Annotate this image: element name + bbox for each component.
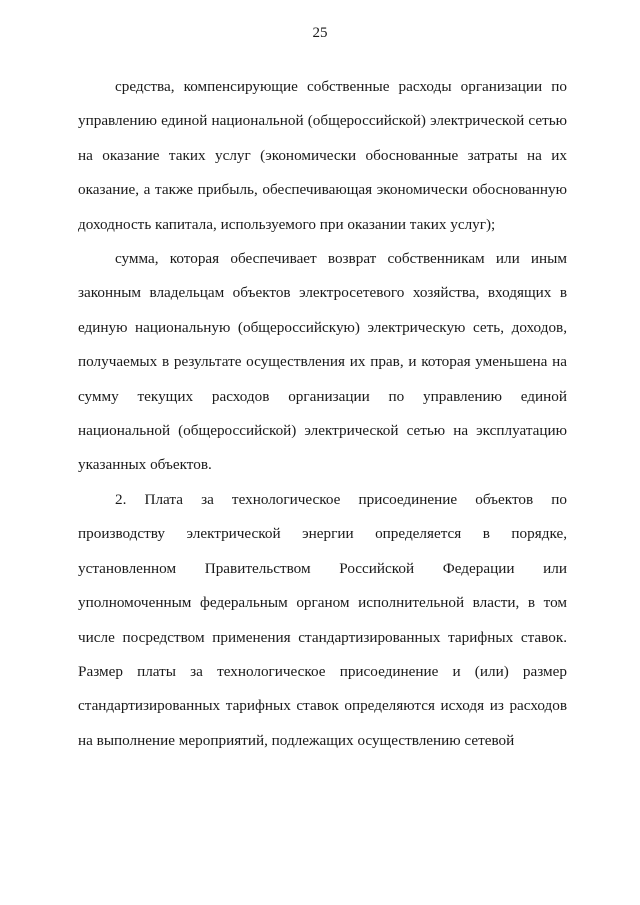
paragraph-connection-fee: 2. Плата за технологическое присоединение объектов по производству электрической энергии определяется в порядке, установленном Правительством Российской Федерации или уполномоченным федеральным органом исполнительной власти, в том числе посредством применения стандартизированных тарифных ставок. Размер платы за технологическое присоединение и (или) размер стандартизированных тарифных ставок определяются исходя из расходов на выполнение мероприятий, подлежащих осуществлению сетевой bbox=[78, 490, 567, 749]
page-number: 25 bbox=[312, 25, 328, 41]
document-body bbox=[78, 70, 567, 758]
paragraph-owners-return: сумма, которая обеспечивает возврат собственникам или иным законным владельцам объектов электросетевого хозяйства, входящих в единую национальную (общероссийскую) электрическую сеть, доходов, получаемых в результате осуществления их прав, и которая уменьшена на сумму текущих расходов организации по управлению единой национальной (общероссийской) электрической сетью на эксплуатацию указанных объектов. bbox=[78, 250, 567, 474]
paragraph-expenses-compensation: средства, компенсирующие собственные расходы организации по управлению единой национальной (общероссийской) электрической сетью на оказание таких услуг (экономически обоснованные затраты на их оказание, а также прибыль, обеспечивающая экономически обоснованную доходность капитала, используемого при оказании таких услуг); bbox=[78, 78, 567, 233]
